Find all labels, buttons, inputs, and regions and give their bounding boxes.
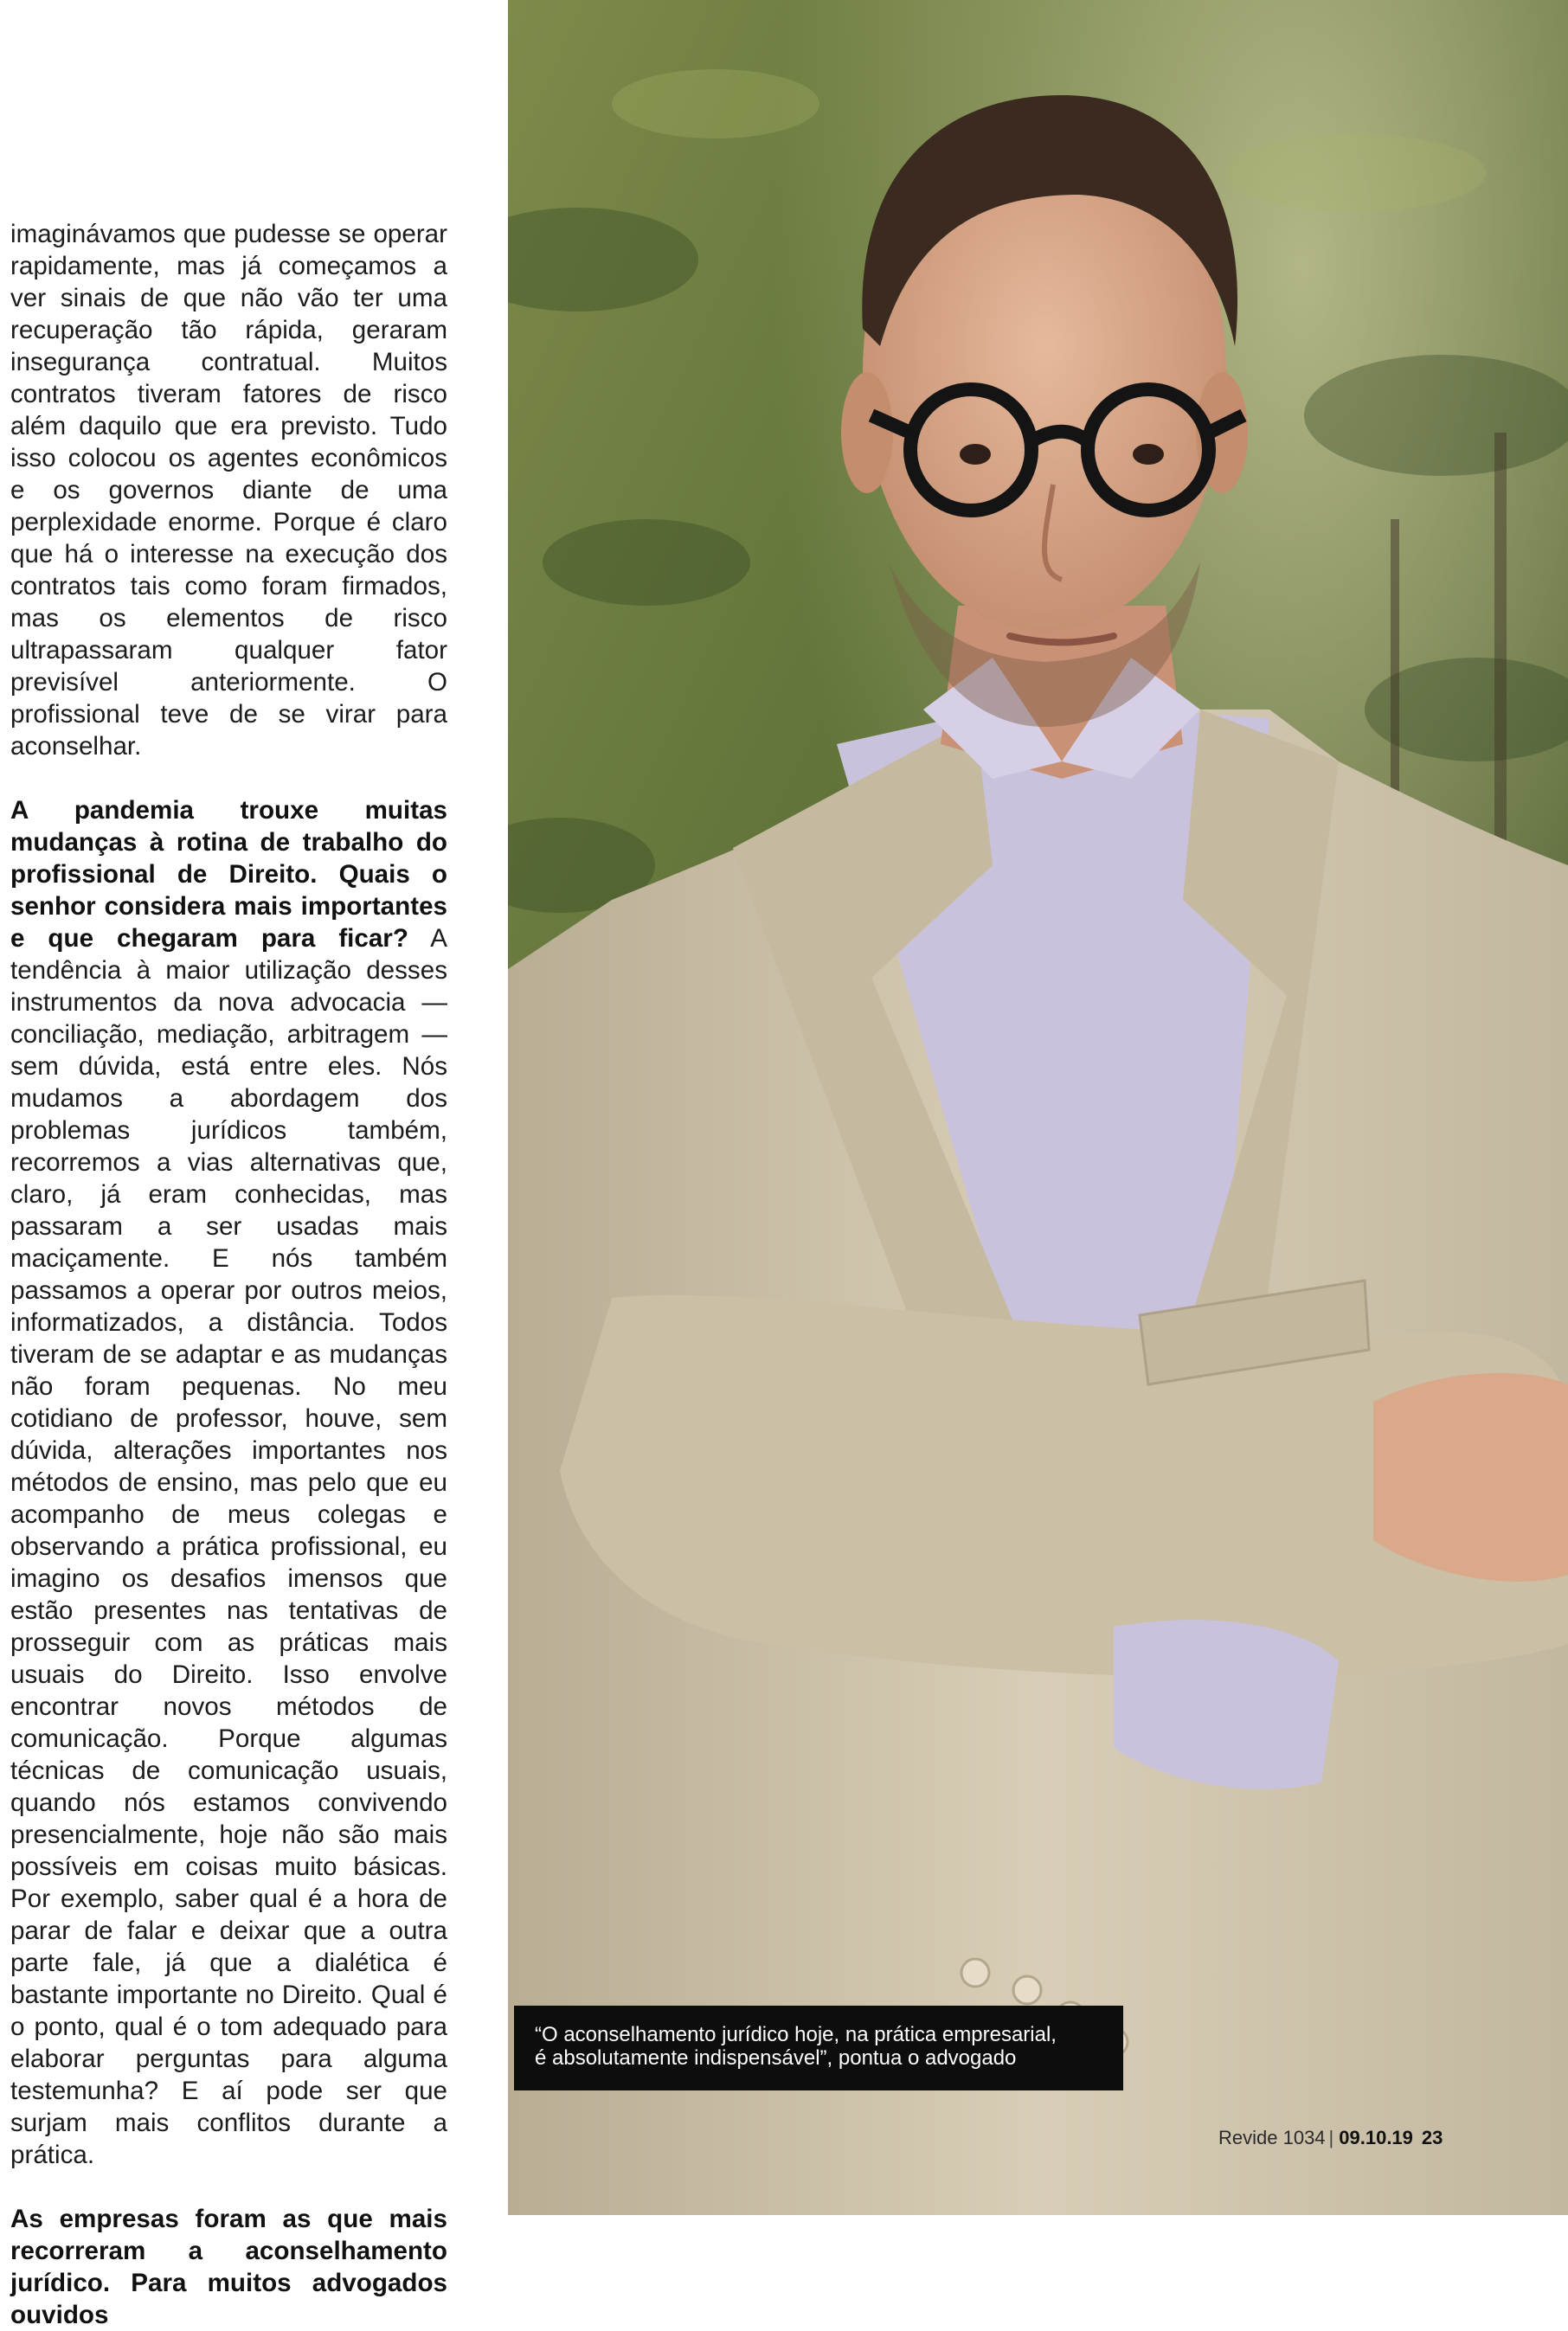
interview-question: A pandemia trouxe muitas mudanças à rotina de trabalho do profissional de Direito. Quais o senhor considera mais importantes e que chegaram para ficar? xyxy=(10,796,447,953)
interview-answer: imaginávamos que pudesse se operar rapidamente, mas já começamos a ver sinais de que não vão ter uma recuperação tão rápida, geraram insegurança contratual. Muitos contratos tiveram fatores de risco além daquilo que era previsto. Tudo isso colocou os agentes econômicos e os governos diante de uma perplexidade enorme. Porque é claro que há o interesse na execução dos contratos tais como foram firmados, mas os elementos de risco ultrapassaram qualquer fator previsível anteriormente. O profissional teve de se virar para aconselhar. xyxy=(10,220,447,761)
article-paragraph-3 xyxy=(10,2203,447,2331)
photo-caption xyxy=(514,2006,1123,2090)
article-paragraph-1 xyxy=(10,218,447,762)
magazine-issue: Revide 1034 xyxy=(1218,2127,1326,2148)
interview-question: As empresas foram as que mais recorreram a aconselhamento jurídico. Para muitos advogados ouvidos xyxy=(10,2205,447,2329)
caption-line-2: é absolutamente indispensável”, pontua o advogado xyxy=(535,2046,1017,2070)
article-text-column xyxy=(10,218,447,2331)
caption-line-1: “O aconselhamento jurídico hoje, na prática empresarial, xyxy=(535,2023,1057,2046)
page-footer xyxy=(1218,2127,1443,2149)
footer-separator: | xyxy=(1328,2127,1334,2148)
portrait-photo xyxy=(508,0,1568,2215)
article-paragraph-2 xyxy=(10,794,447,2171)
issue-date: 09.10.19 xyxy=(1339,2127,1413,2148)
interview-answer: A tendência à maior utilização desses instrumentos da nova advocacia — conciliação, mediação, arbitragem — sem dúvida, está entre eles. Nós mudamos a abordagem dos problemas jurídicos também, recorremos a vias alternativas que, claro, já eram conhecidas, mas passaram a ser usadas mais maciçamente. E nós também passamos a operar por outros meios, informatizados, a distância. Todos tiveram de se adaptar e as mudanças não foram pequenas. No meu cotidiano de professor, houve, sem dúvida, alterações importantes nos métodos de ensino, mas pelo que eu acompanho de meus colegas e observando a prática profissional, eu imagino os desafios imensos que estão presentes nas tentativas de prosseguir com as práticas mais usuais do Direito. Isso envolve encontrar novos métodos de comunicação. Porque algumas técnicas de comunicação usuais, quando nós estamos convivendo presencialmente, hoje não são mais possíveis em coisas muito básicas. Por exemplo, saber qual é a hora de parar de falar e deixar que a outra parte fale, já que a dialética é bastante importante no Direito. Qual é o ponto, qual é o tom adequado para elaborar perguntas para alguma testemunha? E aí pode ser que surjam mais conflitos durante a prática. xyxy=(10,924,447,2169)
page-number: 23 xyxy=(1421,2127,1443,2148)
